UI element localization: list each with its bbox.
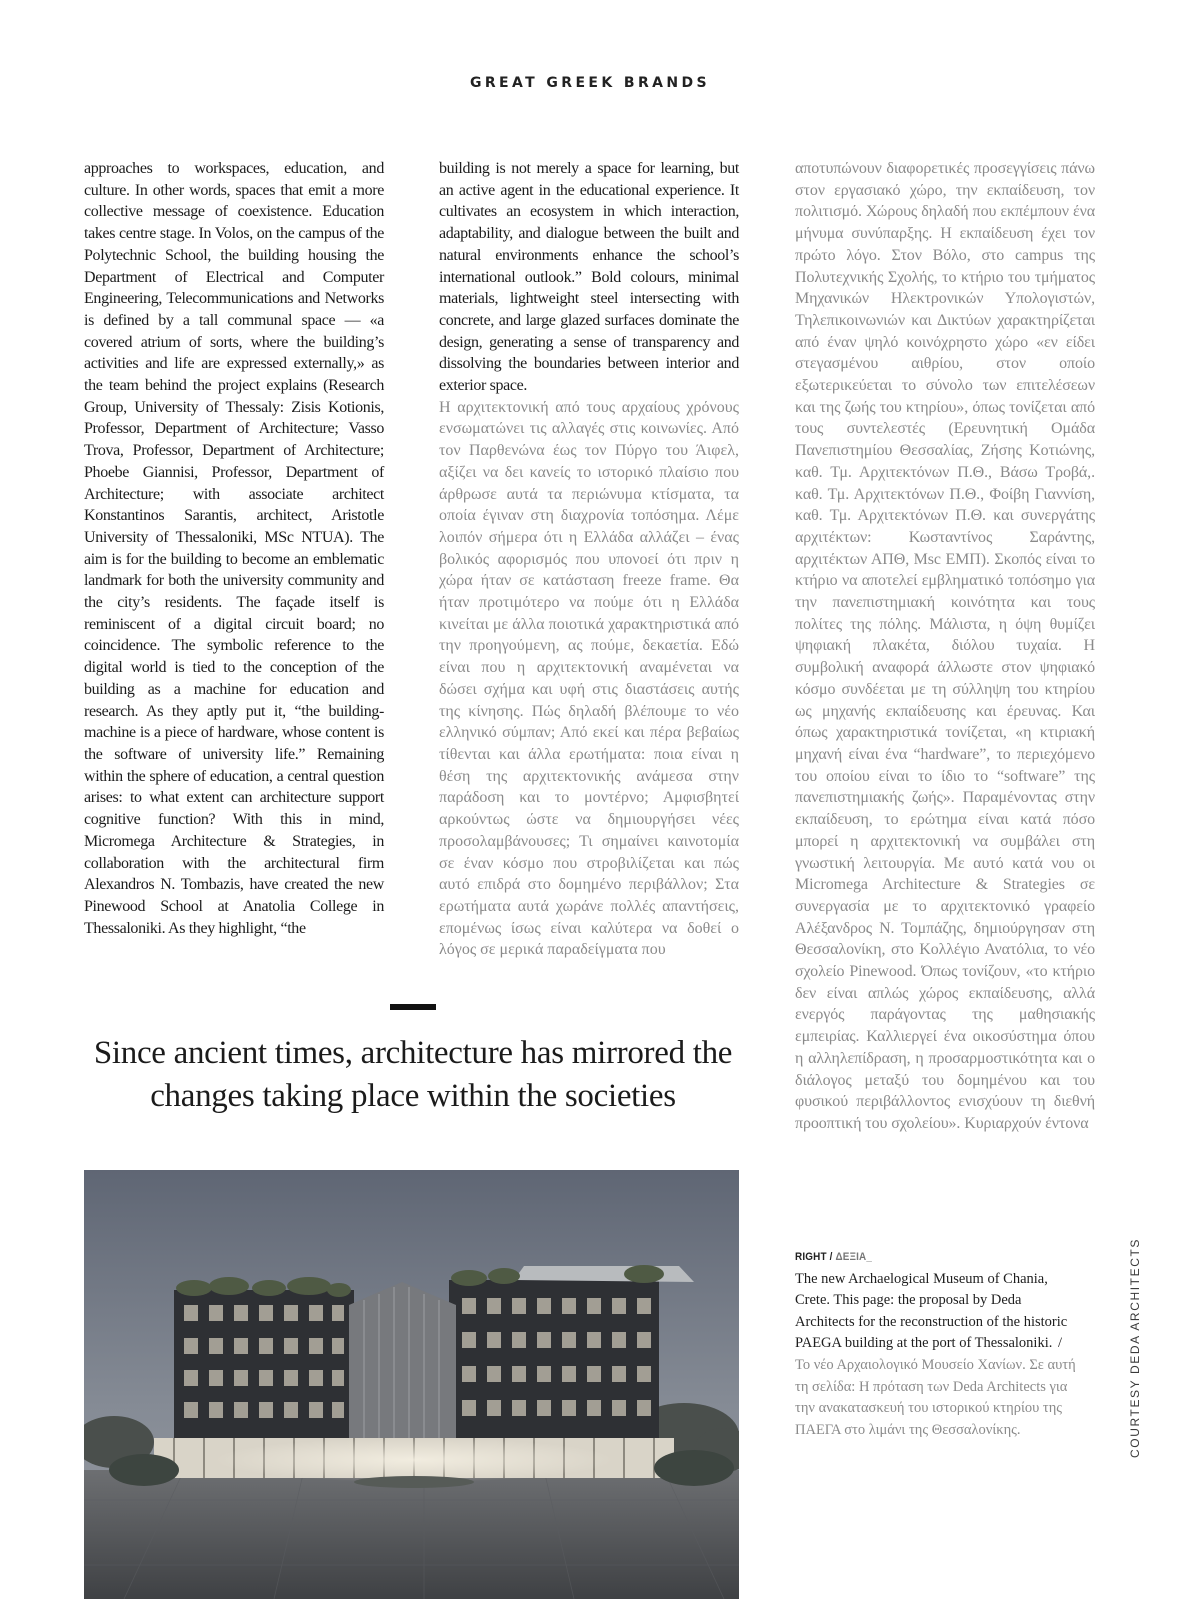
caption-label-gr: ΔΕΞΙΑ_ [835,1251,873,1263]
column-2-english-text: building is not merely a space for learning, but an active agent in the educational experience. It cultivates an ecosystem in which interaction, adaptability, and dialogue between the built and natural environments enhance the school’s international outlook.” Bold colours, minimal materials, lightweight steel intersecting with concrete, and large glazed surfaces dominate the design, generating a sense of transparency and dissolving the boundaries between interior and exterior space. [439,160,739,395]
article-column-1 [84,158,384,939]
caption-label-en: RIGHT / [795,1251,833,1263]
section-header: GREAT GREEK BRANDS [469,75,711,91]
pull-quote-rule [390,1004,436,1010]
photo-credit: COURTESY DEDA ARCHITECTS [1128,1238,1142,1458]
building-rendering-image [84,1170,739,1599]
caption-label [795,1247,872,1269]
column-3-greek-text: αποτυπώνουν διαφορετικές προσεγγίσεις πάνω στον εργασιακό χώρο, την εκπαίδευση, τον πολιτισμό. Χώρους δηλαδή που εκπέμπουν ένα μήνυμα συνύπαρξης. Η εκπαίδευση έχει τον πρώτο λόγο. Στον Βόλο, στο campus της Πολυτεχνικής Σχολής, το κτήριο του τμήματος Μηχανικών Ηλεκτρονικών Υπολογιστών, Τηλεπικοινωνιών και Δικτύων χαρακτηρίζεται από έναν ψηλό κοινόχρηστο χώρο «εν είδει στεγασμένου αιθρίου, στον οποίο εξωτερικεύεται το σύνολο των επιτελέσεων και της ζωής του κτηρίου», όπως τονίζεται από τους συντελεστές (Ερευνητική Ομάδα Πανεπιστημίου Θεσσαλίας, Ζήσης Κοτιώνης, καθ. Τμ. Αρχιτεκτόνων Π.Θ., Βάσω Τροβά,. καθ. Τμ. Αρχιτεκτόνων Π.Θ., Φοίβη Γιαννίση, καθ. Τμ. Αρχιτεκτόνων Π.Θ. και συνεργάτης αρχιτέκτων: Κωσταντίνος Σαράντης, αρχιτέκτων ΑΠΘ, Msc ΕΜΠ). Σκοπός είναι το κτήριο να αποτελεί εμβληματικό τοπόσημο για την πανεπιστημιακή κοινότητα και τους πολίτες της πόλης. Μάλιστα, η όψη θυμίζει ψηφιακή πλακέτα, διόλου τυχαία. Η συμβολική αναφορά άλλωστε στον ψηφιακό κόσμο συνδέεται με τη σύλληψη του κτηρίου ως μηχανής εκπαίδευσης και έρευνας. Και όπως χαρακτηριστικά τονίζεται, «η κτιριακή μηχανή είναι ένα “hardware”, το περιεχόμενο του οποίου είναι το ίδιο το “software” της πανεπιστημιακής ζωής». Παραμένοντας στην εκπαίδευση, το ερώτημα είναι κατά πόσο μπορεί η αρχιτεκτονική να συμβάλει στη γνωστική λειτουργία. Με αυτό κατά νου οι Micromega Architecture & Strategies σε συνεργασία με το αρχιτεκτονικό γραφείο Αλέξανδρος Ν. Τομπάζης, δημιούργησαν στη Θεσσαλονίκη, στο Κολλέγιο Ανατόλια, το νέο σχολείο Pinewood. Όπως τονίζουν, «το κτήριο δεν είναι απλώς χώρος εκπαίδευσης, αλλά ενεργός παράγοντας της μαθησιακής εμπειρίας. Καλλιεργεί ένα οικοσύστημα όπου η αλληλεπίδραση, η προσαρμοστικότητα και ο διάλογος μεταξύ του δομημένου και του φυσικού περιβάλλοντος ενισχύουν τη διεθνή προοπτική του σχολείου». Κυριαρχούν έντονα [795,160,1095,1132]
article-column-3 [795,158,1095,1135]
caption-greek: Το νέο Αρχαιολογικό Μουσείο Χανίων. Σε αυτή τη σελίδα: Η πρόταση των Deda Architects για την ανακατασκευή του ιστορικού κτηρίου της ΠΑΕΓΑ στο λιμάνι της Θεσσαλονίκης. [795,1356,1076,1438]
image-caption [795,1246,1080,1441]
caption-english: The new Archaelogical Museum of Chania, Crete. This page: the proposal by Deda Architects for the reconstruction of the historic PAEGA building at the port of Thessaloniki. [795,1270,1068,1352]
caption-separator: / [1058,1335,1063,1352]
article-column-2 [439,158,739,961]
column-1-text: approaches to workspaces, education, and culture. In other words, spaces that emit a more collective message of coexistence. Education takes centre stage. In Volos, on the campus of the Polytechnic School, the building housing the Department of Electrical and Computer Engineering, Telecommunications and Networks is defined by a tall communal space — «a covered atrium of sorts, where the building’s activities and life are expressed externally,» as the team behind the project explains (Research Group, University of Thessaly: Zisis Kotionis, Professor, Department of Architecture; Vasso Trova, Professor, Department of Architecture; Phoebe Giannisi, Professor, Department of Architecture; with associate architect Konstantinos Sarantis, architect, Aristotle University of Thessaloniki, MSc NTUA). The aim is for the building to become an emblematic landmark for both the university community and the city’s residents. The façade itself is reminiscent of a digital circuit board; no coincidence. The symbolic reference to the digital world is tied to the conception of the building as a machine for education and research. As they aptly put it, “the building-machine is a piece of hardware, whose content is the software of university life.” Remaining within the sphere of education, a central question arises: to what extent can architecture support cognitive function? With this in mind, Micromega Architecture & Strategies, in collaboration with the architectural firm Alexandros N. Tombazis, have created the new Pinewood School at Anatolia College in Thessaloniki. As they highlight, “the [84,160,384,937]
column-2-greek-text: Η αρχιτεκτονική από τους αρχαίους χρόνους ενσωματώνει τις αλλαγές στις κοινωνίες. Από τον Παρθενώνα έως τον Πύργο του Άιφελ, αξίζει να δει κανείς το ιστορικό πλαίσιο που άρθρωσε αυτά τα περιώνυμα κτίσματα, τα οποία έγιναν στη διαχρονία τοπόσημα. Λέμε λοιπόν σήμερα ότι η Ελλάδα αλλάζει – ένας βολικός αφορισμός που υπονοεί ότι πριν η χώρα ήταν σε κατάσταση freeze frame. Θα ήταν προτιμότερο να πούμε ότι η Ελλάδα κινείται με άλλα ποιοτικά χαρακτηριστικά από την προηγούμενη, ας πούμε, δεκαετία. Εδώ είναι που η αρχιτεκτονική αναμένεται να δώσει σχήμα και υφή στις διαστάσεις αυτής της κίνησης. Πώς δηλαδή βλέπουμε το νέο ελληνικό σύμπαν; Από εκεί και πέρα βεβαίως τίθενται και άλλα ερωτήματα: ποια είναι η θέση της αρχιτεκτονικής ανάμεσα στην παράδοση και το μοντέρνο; Αμφισβητεί αρκούντως ώστε να δημιουργήσει νέες προσολαμβάνουσες; Τι σημαίνει καινοτομία σε έναν κόσμο που στροβιλίζεται και πώς αυτό επιδρά στο δομημένο περιβάλλον; Στα ερωτήματα αυτά χωράνε πολλές απαντήσεις, επομένως ίσως είναι καλύτερα να δοθεί ο λόγος σε μερικά παραδείγματα που [439,398,739,959]
pull-quote: Since ancient times, architecture has mirrored the changes taking place within the societies [93,1035,733,1114]
